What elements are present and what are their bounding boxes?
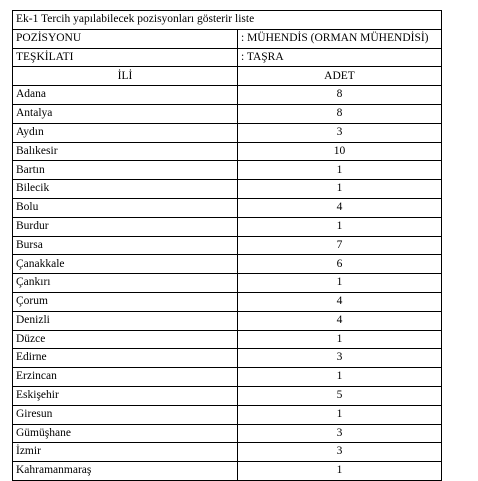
table-row	[13, 274, 442, 293]
table-row	[13, 462, 442, 481]
title-row	[13, 11, 442, 30]
province-cell: Burdur	[13, 217, 238, 236]
count-cell: 4	[238, 311, 442, 330]
province-cell: Gümüşhane	[13, 424, 238, 443]
table-row	[13, 236, 442, 255]
count-cell: 1	[238, 330, 442, 349]
province-cell: Kahramanmaraş	[13, 462, 238, 481]
organization-row	[13, 48, 442, 67]
table-row	[13, 255, 442, 274]
count-cell: 5	[238, 386, 442, 405]
count-cell: 1	[238, 217, 442, 236]
province-cell: Denizli	[13, 311, 238, 330]
count-cell: 8	[238, 86, 442, 105]
count-cell: 1	[238, 405, 442, 424]
position-list-table	[12, 10, 442, 481]
table-row	[13, 330, 442, 349]
count-cell: 1	[238, 180, 442, 199]
count-cell: 6	[238, 255, 442, 274]
count-cell: 1	[238, 368, 442, 387]
count-cell: 3	[238, 123, 442, 142]
province-cell: Bilecik	[13, 180, 238, 199]
table-row	[13, 86, 442, 105]
province-cell: Bolu	[13, 198, 238, 217]
count-cell: 1	[238, 161, 442, 180]
table-row	[13, 424, 442, 443]
position-label: POZİSYONU	[13, 29, 238, 48]
count-cell: 3	[238, 349, 442, 368]
table-row	[13, 180, 442, 199]
province-cell: Adana	[13, 86, 238, 105]
table-row	[13, 123, 442, 142]
table-row	[13, 368, 442, 387]
table-row	[13, 161, 442, 180]
table-row	[13, 292, 442, 311]
table-row	[13, 405, 442, 424]
province-cell: Balıkesir	[13, 142, 238, 161]
table-row	[13, 443, 442, 462]
position-value: : MÜHENDİS (ORMAN MÜHENDİSİ)	[238, 29, 442, 48]
province-cell: Çorum	[13, 292, 238, 311]
table-body	[13, 11, 442, 481]
province-cell: Eskişehir	[13, 386, 238, 405]
document-title: Ek-1 Tercih yapılabilecek pozisyonları gösterir liste	[13, 11, 442, 30]
province-cell: Çanakkale	[13, 255, 238, 274]
count-column-header: ADET	[238, 67, 442, 86]
count-cell: 4	[238, 292, 442, 311]
count-cell: 10	[238, 142, 442, 161]
province-cell: Aydın	[13, 123, 238, 142]
count-cell: 8	[238, 104, 442, 123]
table-row	[13, 386, 442, 405]
count-cell: 4	[238, 198, 442, 217]
count-cell: 7	[238, 236, 442, 255]
province-cell: Edirne	[13, 349, 238, 368]
province-cell: Düzce	[13, 330, 238, 349]
position-row	[13, 29, 442, 48]
table-row	[13, 142, 442, 161]
table-row	[13, 198, 442, 217]
table-row	[13, 104, 442, 123]
table-row	[13, 311, 442, 330]
province-cell: Bursa	[13, 236, 238, 255]
count-cell: 1	[238, 274, 442, 293]
province-cell: Çankırı	[13, 274, 238, 293]
count-cell: 1	[238, 462, 442, 481]
province-cell: Antalya	[13, 104, 238, 123]
column-header-row	[13, 67, 442, 86]
count-cell: 3	[238, 443, 442, 462]
organization-label: TEŞKİLATI	[13, 48, 238, 67]
province-cell: İzmir	[13, 443, 238, 462]
count-cell: 3	[238, 424, 442, 443]
province-cell: Giresun	[13, 405, 238, 424]
province-cell: Erzincan	[13, 368, 238, 387]
table-row	[13, 349, 442, 368]
province-column-header: İLİ	[13, 67, 238, 86]
table-row	[13, 217, 442, 236]
organization-value: : TAŞRA	[238, 48, 442, 67]
province-cell: Bartın	[13, 161, 238, 180]
